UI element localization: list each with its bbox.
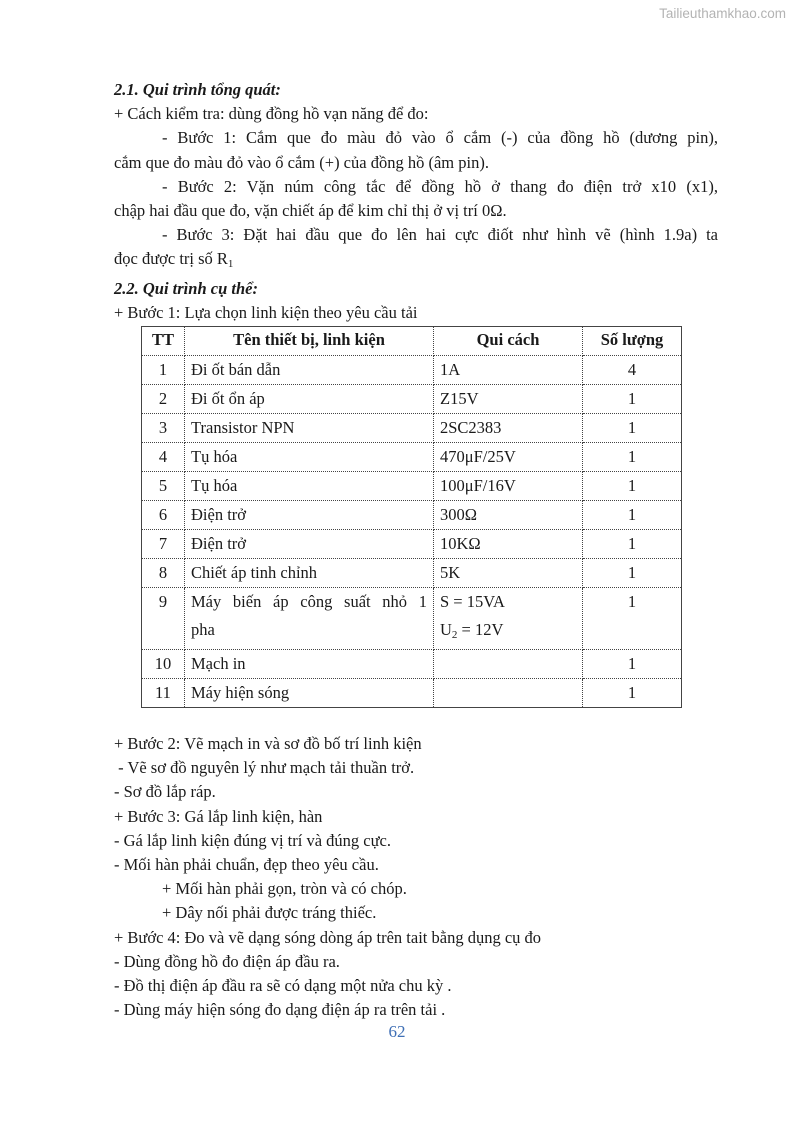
measure-voltage: - Dùng đồng hồ đo điện áp đầu ra.: [114, 951, 340, 971]
voltage-symbol: U: [440, 620, 452, 640]
page-number: 62: [388, 1022, 406, 1041]
cell-name: [185, 588, 434, 650]
cell-spec: [434, 588, 583, 650]
cell-qty: 1: [583, 414, 682, 443]
cell-tt: 2: [142, 385, 185, 414]
header-name: Tên thiết bị, linh kiện: [185, 327, 434, 356]
component-table: [141, 326, 682, 708]
table-row: [142, 472, 682, 501]
page-content: [114, 78, 718, 1022]
draw-schematic: - Vẽ sơ đồ nguyên lý như mạch tải thuần trở.: [114, 758, 415, 778]
step-2-line-1: - Bước 2: Vặn núm công tắc để đồng hồ ở thang đo điện trở x10 (x1),: [162, 176, 718, 196]
table-row: [142, 443, 682, 472]
cell-spec: 1A: [434, 356, 583, 385]
cell-tt: 6: [142, 501, 185, 530]
cell-spec: 100μF/16V: [434, 472, 583, 501]
cell-tt: 7: [142, 530, 185, 559]
step-3-assemble: + Bước 3: Gá lắp linh kiện, hàn: [114, 806, 323, 826]
step-1-line-2: cắm que đo màu đỏ vào ổ cắm (+) của đồng hồ (âm pin).: [114, 152, 489, 172]
voltage-subscript: 2: [451, 629, 458, 642]
cell-spec: 2SC2383: [434, 414, 583, 443]
cell-spec: 10KΩ: [434, 530, 583, 559]
cell-tt: 9: [142, 588, 185, 650]
voltage-value: = 12V: [457, 620, 504, 640]
header-spec: Qui cách: [434, 327, 583, 356]
table-row: [142, 559, 682, 588]
table-row: [142, 650, 682, 679]
cell-name: Tụ hóa: [185, 443, 434, 472]
cell-qty: 1: [583, 472, 682, 501]
cell-tt: 5: [142, 472, 185, 501]
cell-qty: 1: [583, 559, 682, 588]
cell-spec: [434, 650, 583, 679]
section-heading-overview: 2.1. Qui trình tổng quát:: [114, 80, 281, 99]
table-row: [142, 385, 682, 414]
cell-spec: Z15V: [434, 385, 583, 414]
step-2-draw: + Bước 2: Vẽ mạch in và sơ đồ bố trí linh kiện: [114, 734, 422, 754]
table-row: [142, 414, 682, 443]
table-row: [142, 501, 682, 530]
cell-qty: 1: [583, 443, 682, 472]
cell-name: Transistor NPN: [185, 414, 434, 443]
cell-tt: 4: [142, 443, 185, 472]
step-1-line-1: - Bước 1: Cắm que đo màu đỏ vào ổ cắm (-) của đồng hồ (dương pin),: [162, 128, 718, 148]
table-row: [142, 588, 682, 650]
cell-spec: 300Ω: [434, 501, 583, 530]
r-subscript: 1: [227, 258, 234, 271]
cell-name: Máy hiện sóng: [185, 679, 434, 708]
cell-qty: 1: [583, 588, 682, 650]
cell-name: Điện trở: [185, 530, 434, 559]
cell-name: Chiết áp tinh chỉnh: [185, 559, 434, 588]
section-heading-detail: 2.2. Qui trình cụ thể:: [114, 278, 258, 298]
output-graph: - Đồ thị điện áp đầu ra sẽ có dạng một nửa chu kỳ .: [114, 976, 452, 996]
cell-qty: 1: [583, 650, 682, 679]
cell-tt: 11: [142, 679, 185, 708]
cell-name-line-2: pha: [191, 620, 215, 640]
cell-tt: 8: [142, 559, 185, 588]
cell-name: Tụ hóa: [185, 472, 434, 501]
cell-spec-line-2: [440, 616, 576, 649]
step-3-line-2: [114, 247, 718, 276]
cell-qty: 1: [583, 530, 682, 559]
wire-tinning: + Dây nối phải được tráng thiếc.: [162, 903, 377, 923]
table-row: [142, 356, 682, 385]
step-3-line-1: - Bước 3: Đặt hai đầu que đo lên hai cực điốt như hình vẽ (hình 1.9a) ta: [162, 225, 718, 245]
oscilloscope-measure: - Dùng máy hiện sóng đo dạng điện áp ra trên tải .: [114, 1000, 446, 1020]
cell-spec: [434, 679, 583, 708]
cell-qty: 4: [583, 356, 682, 385]
step-3-text: đọc được trị số R: [114, 249, 228, 269]
cell-spec-line-1: S = 15VA: [440, 592, 505, 612]
step-4-measure: + Bước 4: Đo và vẽ dạng sóng dòng áp trên tait bằng dụng cụ đo: [114, 927, 542, 947]
cell-spec: 470μF/25V: [434, 443, 583, 472]
cell-name: Đi ốt bán dẫn: [185, 356, 434, 385]
mount-components: - Gá lắp linh kiện đúng vị trí và đúng cực.: [114, 830, 392, 850]
cell-tt: 3: [142, 414, 185, 443]
table-row: [142, 530, 682, 559]
solder-shape: + Mối hàn phải gọn, tròn và có chóp.: [162, 879, 407, 899]
header-tt: TT: [142, 327, 185, 356]
table-row: [142, 679, 682, 708]
cell-name: Mạch in: [185, 650, 434, 679]
cell-name: Đi ốt ổn áp: [185, 385, 434, 414]
assembly-diagram: - Sơ đồ lắp ráp.: [114, 782, 216, 802]
detail-step-1: + Bước 1: Lựa chọn linh kiện theo yêu cầu tải: [114, 302, 418, 322]
cell-name: Điện trở: [185, 501, 434, 530]
cell-spec: 5K: [434, 559, 583, 588]
table-header-row: [142, 327, 682, 356]
watermark: Tailieuthamkhao.com: [659, 6, 786, 21]
step-2-line-2: chập hai đầu que đo, vặn chiết áp để kim chỉ thị ở vị trí 0Ω.: [114, 201, 507, 221]
cell-tt: 1: [142, 356, 185, 385]
solder-quality: - Mối hàn phải chuẩn, đẹp theo yêu cầu.: [114, 855, 379, 875]
check-intro: + Cách kiểm tra: dùng đồng hồ vạn năng để đo:: [114, 104, 429, 124]
cell-tt: 10: [142, 650, 185, 679]
cell-qty: 1: [583, 501, 682, 530]
cell-name-line-1: Máy biến áp công suất nhỏ 1: [191, 592, 427, 612]
cell-qty: 1: [583, 679, 682, 708]
cell-qty: 1: [583, 385, 682, 414]
header-qty: Số lượng: [583, 327, 682, 356]
